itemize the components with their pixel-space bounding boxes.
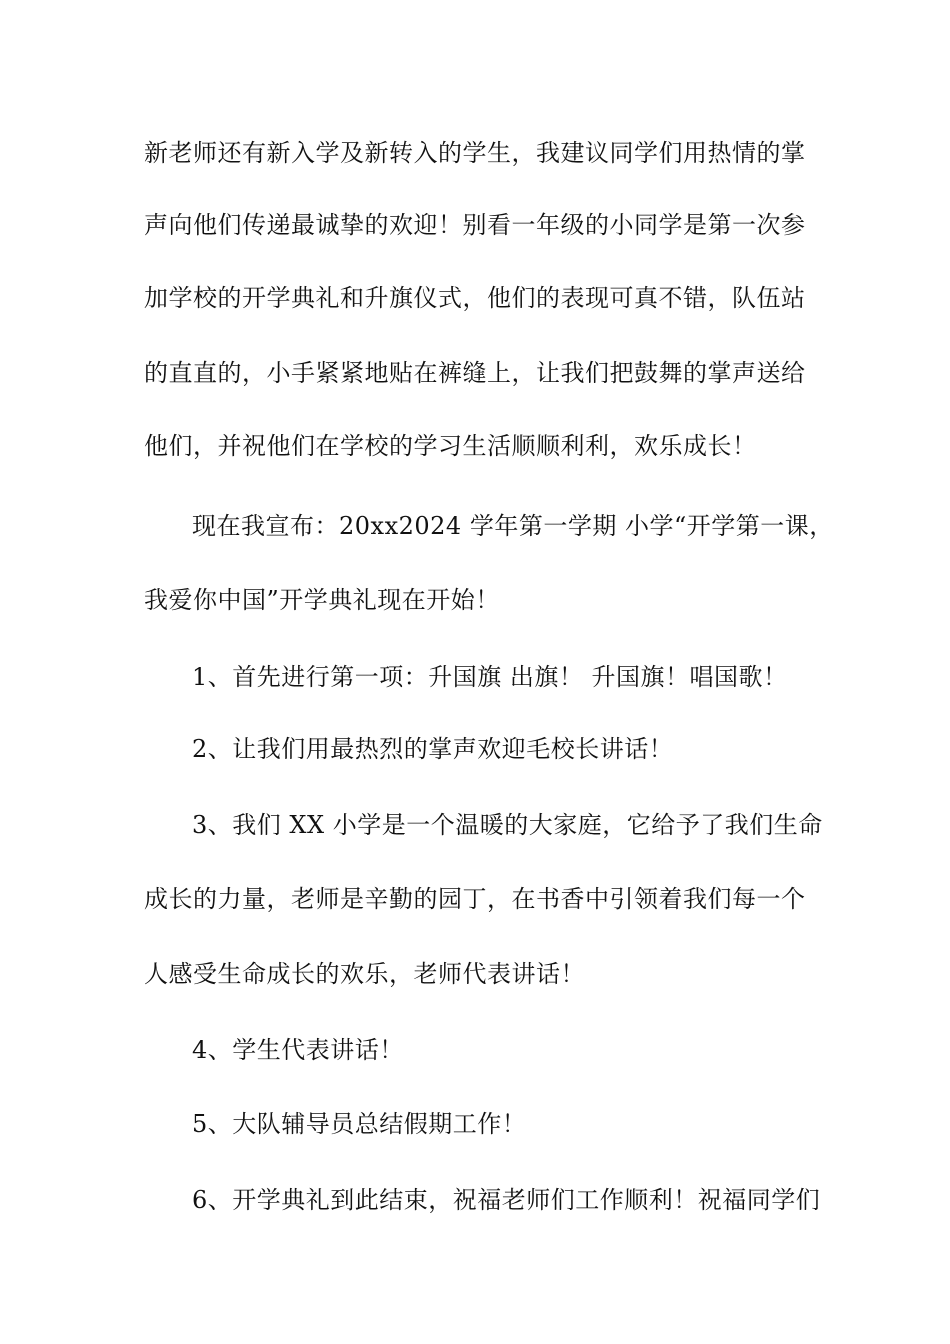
text-line: 我爱你中国”开学典礼现在开始！ xyxy=(144,586,500,614)
text-line: 的直直的，小手紧紧地贴在裤缝上，让我们把鼓舞的掌声送给 xyxy=(144,359,806,387)
text-line: 新老师还有新入学及新转入的学生，我建议同学们用热情的掌 xyxy=(144,139,806,167)
text-line: 声向他们传递最诚挚的欢迎！别看一年级的小同学是第一次参 xyxy=(144,211,806,239)
paragraph-line: 现在我宣布：20xx2024 学年第一学期 小学“开学第一课， xyxy=(192,512,834,540)
text-line: 他们，并祝他们在学校的学习生活顺顺利利，欢乐成长！ xyxy=(144,432,757,460)
text-line: 加学校的开学典礼和升旗仪式，他们的表现可真不错，队伍站 xyxy=(144,284,806,312)
list-item-6: 6、开学典礼到此结束，祝福老师们工作顺利！祝福同学们 xyxy=(192,1186,821,1214)
text-line: 人感受生命成长的欢乐，老师代表讲话！ xyxy=(144,960,585,988)
list-item-1: 1、首先进行第一项：升国旗 出旗！ 升国旗！唱国歌！ xyxy=(192,663,788,691)
text-line: 成长的力量，老师是辛勤的园丁，在书香中引领着我们每一个 xyxy=(144,885,806,913)
list-item-5: 5、大队辅导员总结假期工作！ xyxy=(192,1110,527,1138)
list-item-3: 3、我们 XX 小学是一个温暖的大家庭，它给予了我们生命 xyxy=(192,811,823,839)
list-item-2: 2、让我们用最热烈的掌声欢迎毛校长讲话！ xyxy=(192,735,674,763)
list-item-4: 4、学生代表讲话！ xyxy=(192,1036,404,1064)
